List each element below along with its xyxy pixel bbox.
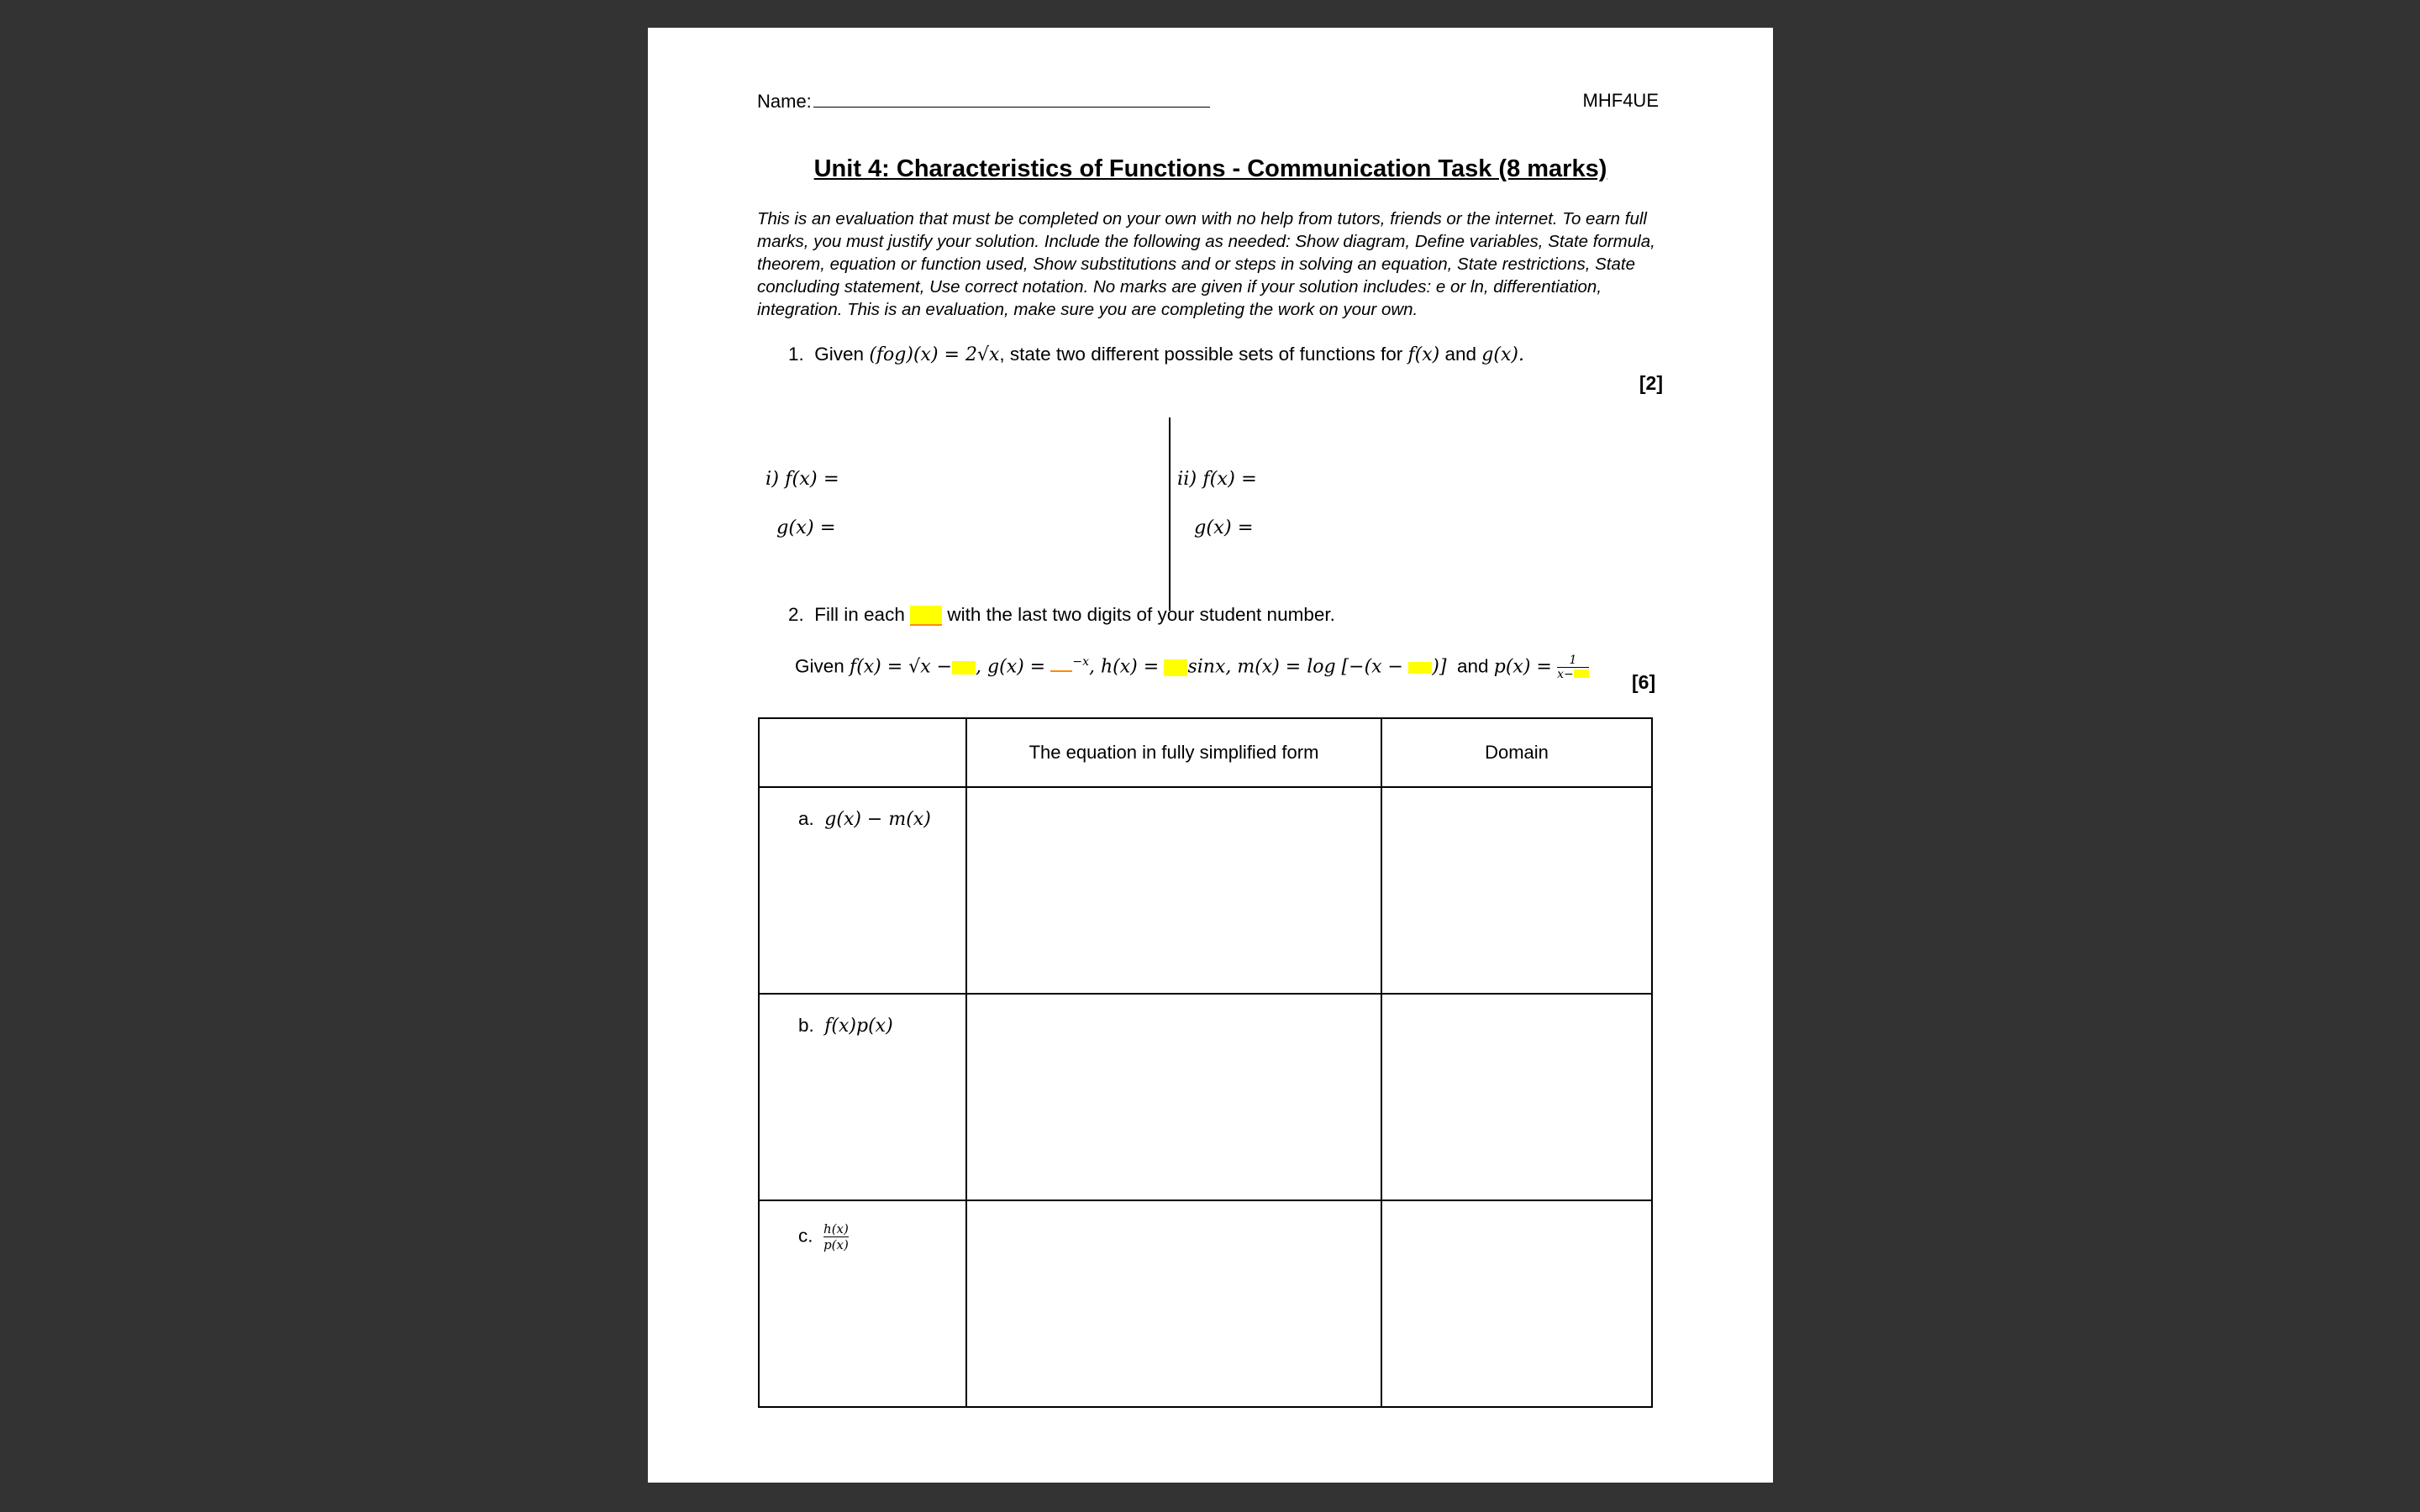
g-exponent: −x <box>1072 654 1090 669</box>
table-row <box>759 994 1652 1200</box>
q1-composition: (fog)(x) = 2√x <box>869 344 1000 365</box>
name-blank-line <box>813 90 1210 108</box>
set-ii-g: g(x) = <box>1194 517 1254 538</box>
header-equation: The equation in fully simplified form <box>966 718 1381 787</box>
equation-answer-cell-c[interactable] <box>966 1200 1381 1407</box>
course-code: MHF4UE <box>1582 90 1659 111</box>
row-letter: a. <box>798 808 814 829</box>
equation-answer-cell-b[interactable] <box>966 994 1381 1200</box>
row-expression: g(x) − m(x) <box>824 809 931 830</box>
q1-number: 1. <box>788 344 804 365</box>
q1-text-after: , state two different possible sets of functions for <box>999 344 1403 365</box>
table-row <box>759 787 1652 994</box>
fraction-denominator: p(x) <box>823 1237 849 1252</box>
header-cell-empty <box>759 718 966 787</box>
q2-number: 2. <box>788 604 804 625</box>
q2-marks: [6] <box>1632 671 1656 693</box>
equation-answer-cell-a[interactable] <box>966 787 1381 994</box>
name-field <box>757 90 1210 113</box>
q2-given-line <box>795 654 1589 681</box>
fill-blank-m[interactable] <box>1408 662 1432 674</box>
set-i-g: g(x) = <box>776 517 836 538</box>
row-letter: c. <box>798 1225 813 1247</box>
set-ii-f: ii) f(x) = <box>1177 468 1257 490</box>
fill-blank-example <box>910 606 942 626</box>
table-header-row <box>759 718 1652 787</box>
p-fraction <box>1557 654 1589 681</box>
question-2 <box>788 604 1335 626</box>
q2-and: and <box>1456 655 1489 677</box>
row-expression: f(x)p(x) <box>824 1016 893 1037</box>
p-numerator: 1 <box>1557 654 1589 668</box>
column-divider <box>1169 417 1171 611</box>
answer-table <box>758 717 1653 1408</box>
m-tail: )] <box>1432 656 1447 678</box>
q1-f-label: f(x) <box>1407 344 1440 365</box>
table-row <box>759 1200 1652 1407</box>
instructions-paragraph: This is an evaluation that must be completed on your own with no help from tutors, friends or the internet. To earn full marks, you must justify your solution. Include the following as needed: Show diagram, Define variables, State formula, theorem, equation or function used, Show substitutions and or steps in solving an equation, State restrictions, State concluding statement, Use correct notation. No marks are given if your solution includes: e or ln, differentiation, integration. This is an evaluation, make sure you are completing the work on your own. <box>757 209 1655 319</box>
question-1 <box>788 344 1524 365</box>
page-title: Unit 4: Characteristics of Functions - Communication Task (8 marks) <box>813 155 1607 182</box>
p-denominator <box>1557 668 1589 681</box>
fraction-numerator: h(x) <box>823 1221 849 1236</box>
q2-given: Given <box>795 655 844 677</box>
fill-blank-h[interactable] <box>1164 659 1187 676</box>
g-definition: , g(x) = <box>976 656 1046 678</box>
p-definition: p(x) = <box>1493 656 1552 678</box>
q1-and: and <box>1444 344 1477 365</box>
q2-text-before: Fill in each <box>814 604 905 625</box>
header-domain: Domain <box>1381 718 1652 787</box>
fill-blank-p[interactable] <box>1574 669 1589 678</box>
row-label-c <box>759 1200 966 1407</box>
document-page <box>648 28 1773 1483</box>
fill-blank-g[interactable] <box>1050 655 1072 672</box>
set-i-f: i) f(x) = <box>765 468 839 490</box>
q1-marks: [2] <box>1639 372 1663 394</box>
h-definition: , h(x) = <box>1089 656 1160 678</box>
row-label-b <box>759 994 966 1200</box>
q1-g-label: g(x). <box>1481 344 1524 365</box>
q1-text-before: Given <box>814 344 865 365</box>
q2-text-after: with the last two digits of your student number. <box>947 604 1335 625</box>
domain-answer-cell-c[interactable] <box>1381 1200 1652 1407</box>
name-label: Name: <box>757 91 812 112</box>
row-fraction <box>823 1221 849 1252</box>
f-definition: f(x) = √x − <box>850 656 953 678</box>
h-tail: sinx, m(x) = log [−(x − <box>1187 656 1403 678</box>
fill-blank-f[interactable] <box>952 661 976 675</box>
p-denominator-text: x− <box>1557 668 1574 681</box>
domain-answer-cell-b[interactable] <box>1381 994 1652 1200</box>
domain-answer-cell-a[interactable] <box>1381 787 1652 994</box>
row-label-a <box>759 787 966 994</box>
row-letter: b. <box>798 1015 814 1036</box>
